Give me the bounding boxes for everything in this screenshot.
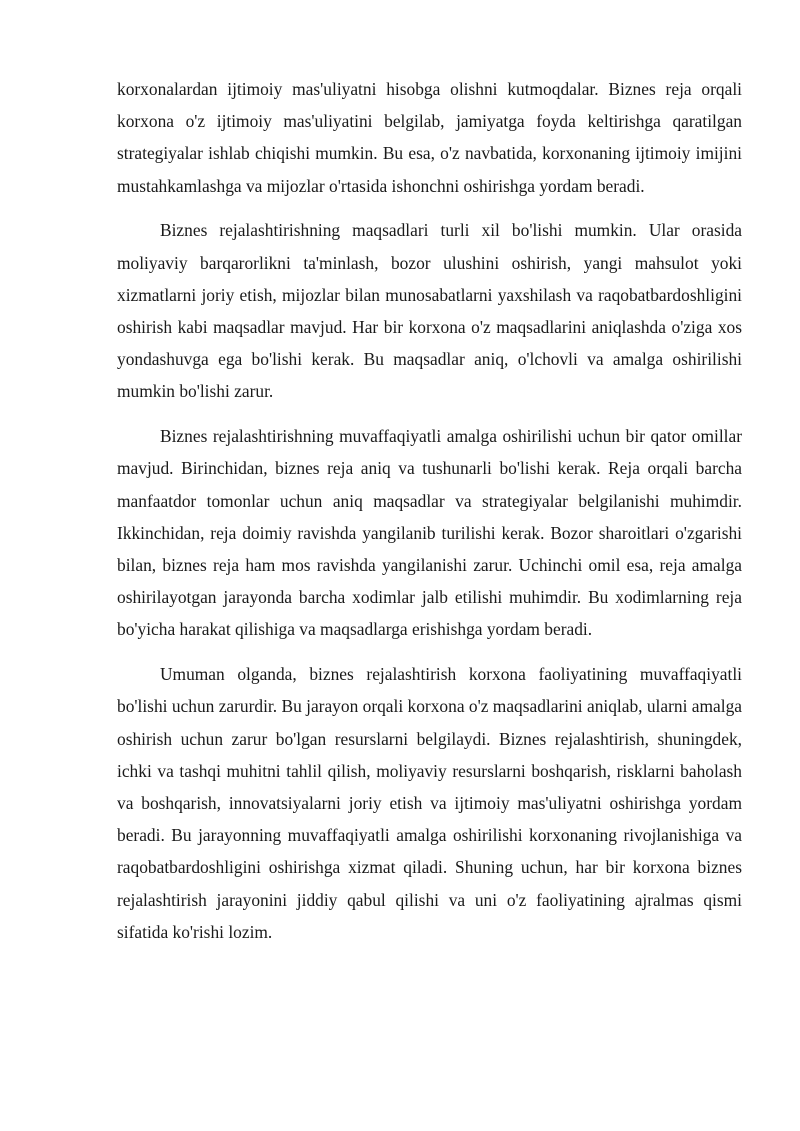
paragraph-success-factors: Biznes rejalashtirishning muvaffaqiyatli amalga oshirilishi uchun bir qator omillar mavjud. Birinchidan, biznes reja aniq va tushunarli bo'lishi kerak. Reja orqali barcha manfaatdor tomonlar uchun aniq maqsadlar va strategiyalar belgilanishi muhimdir. Ikkinchidan, reja doimiy ravishda yangilanib turilishi kerak. Bozor sharoitlari o'zgarishi bilan, biznes reja ham mos ravishda yangilanishi zarur. Uchinchi omil esa, reja amalga oshirilayotgan jarayonda barcha xodimlar jalb etilishi muhimdir. Bu xodimlarning reja bo'yicha harakat qilishiga va maqsadlarga erishishga yordam beradi. <box>117 426 742 640</box>
paragraph-goals: Biznes rejalashtirishning maqsadlari turli xil bo'lishi mumkin. Ular orasida moliyaviy barqarorlikni ta'minlash, bozor ulushini oshirish, yangi mahsulot yoki xizmatlarni joriy etish, mijozlar bilan munosabatlarni yaxshilash va raqobatbardoshligini oshirish kabi maqsadlar mavjud. Har bir korxona o'z maqsadlarini aniqlashda o'ziga xos yondashuvga ega bo'lishi kerak. Bu maqsadlar aniq, o'lchovli va amalga oshirilishi mumkin bo'lishi zarur. <box>117 220 742 402</box>
paragraph-continuation: korxonalardan ijtimoiy mas'uliyatni hisobga olishni kutmoqdalar. Biznes reja orqali korxona o'z ijtimoiy mas'uliyatini belgilab, jamiyatga foyda keltirishga qaratilgan strategiyalar ishlab chiqishi mumkin. Bu esa, o'z navbatida, korxonaning ijtimoiy imijini mustahkamlashga va mijozlar o'rtasida ishonchni oshirishga yordam beradi. <box>117 79 742 196</box>
paragraph-conclusion: Umuman olganda, biznes rejalashtirish korxona faoliyatining muvaffaqiyatli bo'lishi uchun zarurdir. Bu jarayon orqali korxona o'z maqsadlarini aniqlab, ularni amalga oshirish uchun zarur bo'lgan resurslarni belgilaydi. Biznes rejalashtirish, shuningdek, ichki va tashqi muhitni tahlil qilish, moliyaviy resurslarni boshqarish, risklarni baholash va boshqarish, innovatsiyalarni joriy etish va ijtimoiy mas'uliyatni oshirishga yordam beradi. Bu jarayonning muvaffaqiyatli amalga oshirilishi korxonaning rivojlanishiga va raqobatbardoshligini oshirishga xizmat qiladi. Shuning uchun, har bir korxona biznes rejalashtirish jarayonini jiddiy qabul qilishi va uni o'z faoliyatining ajralmas qismi sifatida ko'rishi lozim. <box>117 664 742 942</box>
document-body <box>117 73 742 948</box>
